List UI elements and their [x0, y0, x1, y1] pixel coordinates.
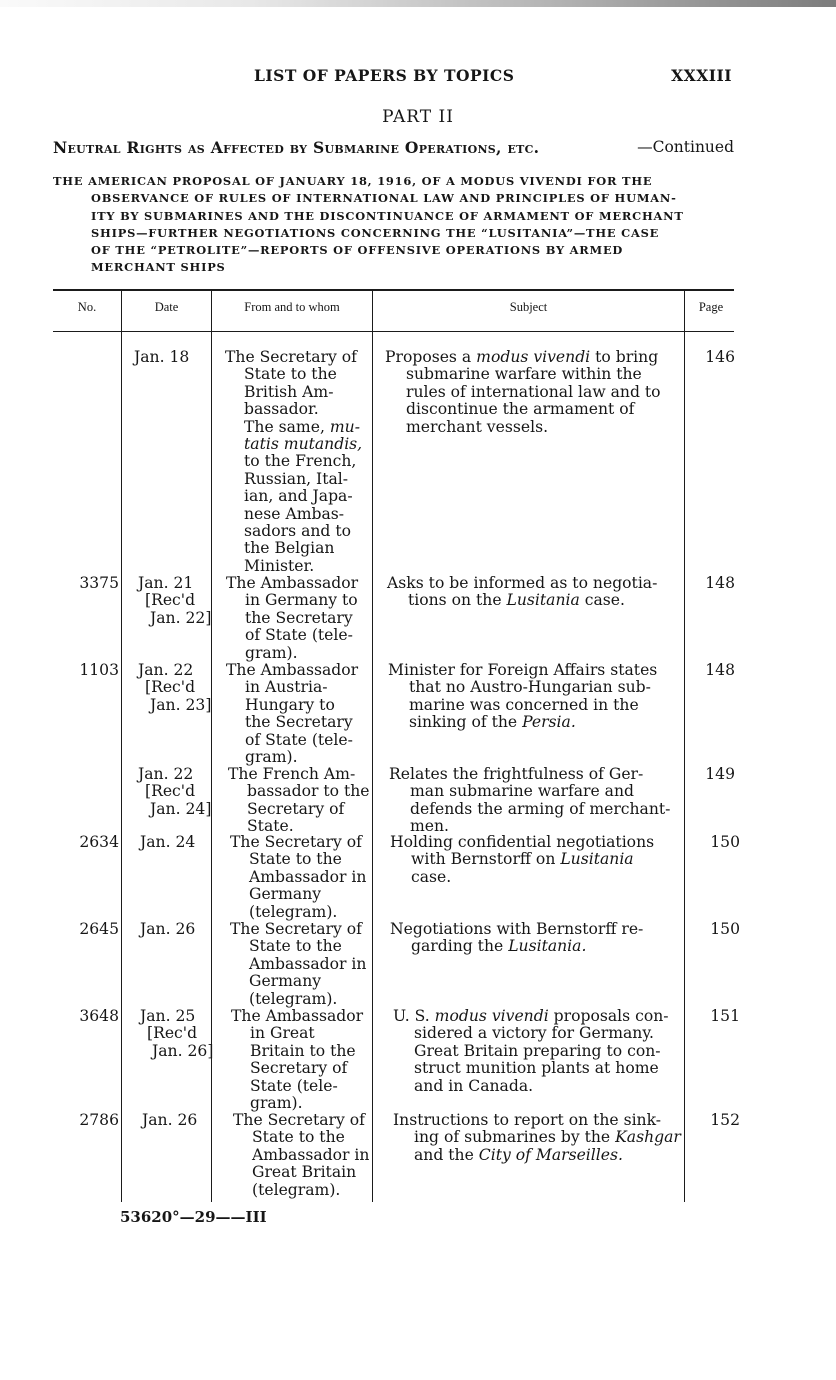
- date-line: Jan. 24: [140, 833, 196, 851]
- subsection-line: OF THE “PETROLITE”—REPORTS OF OFFENSIVE OPERATIONS BY ARMED: [91, 243, 624, 258]
- from-line: Ambassador in: [252, 1145, 370, 1164]
- from-line: (telegram).: [252, 1180, 341, 1199]
- subject-line: Minister for Foreign Affairs states: [388, 661, 658, 679]
- subject-line: ing of submarines by the Kashgar: [414, 1128, 681, 1147]
- subject-line: Negotiations with Bernstorff re-: [390, 920, 644, 938]
- from-line: State.: [247, 817, 294, 836]
- table-row-page: 148: [705, 574, 735, 592]
- subject-line: and the City of Marseilles.: [414, 1145, 623, 1164]
- subject-line: Holding confidential negotiations: [390, 833, 655, 851]
- from-line: The Secretary of: [225, 348, 357, 366]
- from-line: ian, and Japa-: [244, 487, 353, 506]
- subject-line: Great Britain preparing to con-: [414, 1041, 661, 1060]
- table-row-number: 2634: [79, 833, 119, 851]
- subject-line: sinking of the Persia.: [409, 713, 576, 732]
- subject-line: Instructions to report on the sink-: [393, 1111, 662, 1129]
- table-row-number: 2786: [79, 1111, 119, 1129]
- from-line: of State (tele-: [245, 626, 353, 645]
- from-line: Ambassador in: [249, 867, 367, 886]
- table-row-number: 3648: [79, 1007, 119, 1025]
- table-row-subject: [390, 834, 654, 886]
- from-line: bassador.: [244, 400, 319, 419]
- from-line: tatis mutandis,: [244, 435, 363, 454]
- date-line: Jan. 22]: [150, 608, 212, 627]
- from-line: in Austria-: [245, 678, 328, 697]
- date-line: [Rec'd: [145, 678, 196, 697]
- table-row-date: [140, 1008, 213, 1060]
- from-line: (telegram).: [249, 902, 338, 921]
- table-row-date: [140, 834, 195, 851]
- scan-edge: [0, 0, 836, 7]
- column-divider: [684, 291, 685, 1202]
- date-line: Jan. 22: [138, 661, 194, 679]
- from-line: of State (tele-: [245, 730, 353, 749]
- subject-line: garding the Lusitania.: [411, 937, 587, 956]
- from-line: Minister.: [244, 556, 315, 575]
- subject-line: merchant vessels.: [406, 417, 549, 436]
- subject-line: Relates the frightfulness of Ger-: [389, 765, 644, 783]
- subject-line: Asks to be informed as to negotia-: [387, 574, 658, 592]
- table-top-rule: [53, 289, 734, 291]
- subject-line: case.: [411, 867, 452, 886]
- table-row-date: [142, 1112, 197, 1129]
- from-line: British Am-: [244, 382, 334, 401]
- from-line: Secretary of: [247, 799, 345, 818]
- subject-line: rules of international law and to: [406, 382, 661, 401]
- subject-line: discontinue the armament of: [406, 400, 635, 419]
- printer-signature: 53620°—29——III: [120, 1208, 267, 1226]
- subject-line: sidered a victory for Germany.: [414, 1024, 655, 1043]
- from-line: State (tele-: [250, 1076, 338, 1095]
- subject-line: with Bernstorff on Lusitania: [411, 850, 634, 869]
- from-line: Secretary of: [250, 1059, 348, 1078]
- subject-line: that no Austro-Hungarian sub-: [409, 678, 651, 697]
- date-line: Jan. 18: [134, 348, 190, 366]
- from-line: gram).: [245, 748, 298, 767]
- subsection-heading: [53, 173, 734, 277]
- from-line: in Great: [250, 1024, 315, 1043]
- from-line: The French Am-: [228, 765, 356, 783]
- table-row-from: [225, 349, 362, 575]
- subject-line: struct munition plants at home: [414, 1059, 659, 1078]
- from-line: the Secretary: [245, 713, 353, 732]
- table-row-page: 152: [710, 1111, 740, 1129]
- from-line: the Belgian: [244, 539, 335, 558]
- table-row-number: 3375: [79, 574, 119, 592]
- date-line: Jan. 22: [138, 765, 194, 783]
- subject-line: tions on the Lusitania case.: [408, 591, 625, 610]
- table-row-date: [138, 575, 211, 627]
- table-row-from: [230, 921, 366, 1008]
- running-head-title: LIST OF PAPERS BY TOPICS: [254, 66, 515, 85]
- from-line: State to the: [249, 937, 342, 956]
- subsection-line: THE AMERICAN PROPOSAL OF JANUARY 18, 1916, OF A MODUS VIVENDI FOR THE: [53, 174, 653, 188]
- from-line: State to the: [252, 1128, 345, 1147]
- table-row-subject: [390, 921, 643, 956]
- from-line: gram).: [250, 1094, 303, 1113]
- date-line: Jan. 24]: [150, 799, 212, 818]
- from-line: Hungary to: [245, 695, 335, 714]
- date-line: Jan. 26: [140, 920, 196, 938]
- section-title-text: Neutral Rights as Affected by Submarine Operations, etc.: [53, 138, 540, 157]
- from-line: Germany: [249, 972, 322, 991]
- date-line: Jan. 26]: [152, 1041, 214, 1060]
- subject-line: submarine warfare within the: [406, 365, 642, 384]
- table-row-page: 146: [705, 348, 735, 366]
- from-line: Britain to the: [250, 1041, 356, 1060]
- from-line: The Secretary of: [230, 833, 362, 851]
- subsection-line: SHIPS—FURTHER NEGOTIATIONS CONCERNING THE “LUSITANIA”—THE CASE: [91, 225, 660, 240]
- date-line: Jan. 25: [140, 1007, 196, 1025]
- section-title: [53, 138, 734, 157]
- subject-line: marine was concerned in the: [409, 695, 639, 714]
- table-row-subject: [393, 1112, 681, 1164]
- column-header-from: From and to whom: [244, 300, 340, 314]
- column-header-subject: Subject: [509, 300, 548, 314]
- column-header-no: No.: [77, 300, 97, 314]
- from-line: The same, mu-: [244, 417, 360, 436]
- column-divider: [121, 291, 122, 1202]
- table-row-page: 149: [705, 765, 735, 783]
- table-row-subject: [393, 1008, 669, 1095]
- table-row-page: 150: [710, 833, 740, 851]
- date-line: Jan. 21: [138, 574, 194, 592]
- table-row-from: [226, 662, 358, 766]
- section-title-continued: —Continued: [637, 138, 734, 156]
- subsection-line: ITY BY SUBMARINES AND THE DISCONTINUANCE OF ARMAMENT OF MERCHANT: [91, 208, 684, 223]
- date-line: Jan. 26: [142, 1111, 198, 1129]
- subject-line: and in Canada.: [414, 1076, 534, 1095]
- from-line: Germany: [249, 885, 322, 904]
- table-row-date: [134, 349, 189, 366]
- table-row-date: [138, 662, 211, 714]
- from-line: bassador to the: [247, 782, 370, 801]
- header-bottom-rule: [53, 331, 734, 332]
- table-row-from: [231, 1008, 363, 1112]
- table-row-subject: [389, 766, 670, 836]
- from-line: Ambassador in: [249, 954, 367, 973]
- from-line: The Ambassador: [231, 1007, 364, 1025]
- column-divider: [211, 291, 212, 1202]
- subject-line: men.: [410, 817, 450, 836]
- table-row-date: [140, 921, 195, 938]
- from-line: Great Britain: [252, 1163, 357, 1182]
- subsection-line: MERCHANT SHIPS: [91, 260, 226, 275]
- table-row-from: [233, 1112, 369, 1199]
- subject-line: defends the arming of merchant-: [410, 799, 671, 818]
- table-row-date: [138, 766, 211, 818]
- from-line: State to the: [244, 365, 337, 384]
- table-row-page: 148: [705, 661, 735, 679]
- subsection-line: OBSERVANCE OF RULES OF INTERNATIONAL LAW AND PRINCIPLES OF HUMAN-: [91, 191, 677, 206]
- table-row-subject: [387, 575, 657, 610]
- date-line: [Rec'd: [145, 591, 196, 610]
- table-row-subject: [385, 349, 661, 436]
- table-row-number: 2645: [79, 920, 119, 938]
- date-line: [Rec'd: [147, 1024, 198, 1043]
- from-line: Russian, Ital-: [244, 469, 349, 488]
- table-row-subject: [388, 662, 657, 732]
- table-row-page: 150: [710, 920, 740, 938]
- table-row-number: 1103: [79, 661, 119, 679]
- date-line: Jan. 23]: [150, 695, 212, 714]
- from-line: to the French,: [244, 452, 357, 471]
- from-line: in Germany to: [245, 591, 358, 610]
- from-line: The Secretary of: [233, 1111, 365, 1129]
- table-row-from: [226, 575, 358, 662]
- table-row-from: [230, 834, 366, 921]
- from-line: The Ambassador: [226, 661, 359, 679]
- from-line: State to the: [249, 850, 342, 869]
- date-line: [Rec'd: [145, 782, 196, 801]
- from-line: sadors and to: [244, 522, 352, 541]
- subject-line: man submarine warfare and: [410, 782, 634, 801]
- from-line: The Secretary of: [230, 920, 362, 938]
- from-line: the Secretary: [245, 608, 353, 627]
- column-divider: [372, 291, 373, 1202]
- from-line: nese Ambas-: [244, 504, 345, 523]
- running-head: [52, 66, 732, 88]
- from-line: gram).: [245, 643, 298, 662]
- column-header-page: Page: [698, 300, 724, 314]
- table-row-page: 151: [710, 1007, 740, 1025]
- subject-line: U. S. modus vivendi proposals con-: [393, 1007, 669, 1025]
- page-numeral: XXXIII: [671, 66, 732, 85]
- column-header-date: Date: [154, 300, 179, 314]
- subject-line: Proposes a modus vivendi to bring: [385, 348, 659, 366]
- table-row-from: [228, 766, 370, 836]
- part-title: PART II: [382, 107, 454, 127]
- from-line: (telegram).: [249, 989, 338, 1008]
- from-line: The Ambassador: [226, 574, 359, 592]
